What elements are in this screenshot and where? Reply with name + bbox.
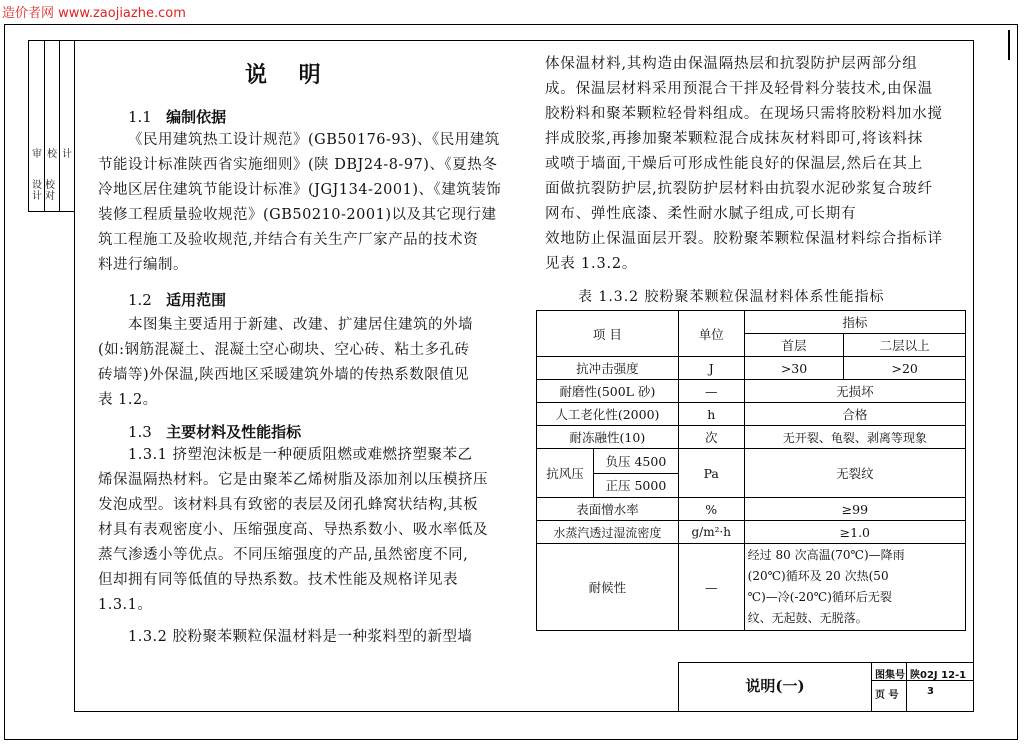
paragraph-xps: 1.3.1 挤塑泡沫板是一种硬质阻燃或难燃挤塑聚苯乙 烯保温隔热材料。它是由聚苯乙烯树脂及添加剂以压模挤压 发泡成型。该材料具有致密的表层及闭孔蜂窝状结构,其板 材具有表观密度小、压缩强度高、导热系数小、吸水率低及 蒸气渗透小等优点。不同压缩强度的产品,虽然密度不同, 但却拥有同等低值的导热系数。技术性能及规格详见表 1.3.1。 [98, 447, 488, 613]
atlas-label: 图集号 [875, 670, 905, 681]
cell-item: 耐磨性(500L 砂) [537, 380, 679, 403]
page-label: 页 号 [875, 690, 899, 701]
cell-unit: — [678, 544, 744, 631]
atlas-number: 陕02J 12-1 [910, 670, 967, 681]
cell-unit: h [678, 403, 744, 426]
cell-value: >30 [744, 357, 844, 380]
title-block [678, 662, 973, 711]
section-heading-1-2: 1.2 适用范围 [128, 291, 227, 309]
table-row [537, 403, 966, 426]
cell-item: 耐冻融性(10) [537, 426, 679, 449]
paragraph-epsp-start: 1.3.2 胶粉聚苯颗粒保温材料是一种浆料型的新型墙 [128, 629, 473, 645]
paragraph-epsp: 体保温材料,其构造由保温隔热层和抗裂防护层两部分组 成。保温层材料采用预混合干拌及轻骨料分装技术,由保温 胶粉料和聚苯颗粒轻骨料组成。在现场只需将胶粉料加水搅 拌成胶浆,再掺加聚苯颗粒混合成抹灰材料即可,将该料抹 或喷于墙面,干燥后可形成性能良好的保温层,然后在其上 面做抗裂防护层,抗裂防护层材料由抗裂水泥砂浆复合玻纤 网布、弹性底漆、柔性耐水腻子组成,可长期有 效地防止保温面层开裂。胶粉聚苯颗粒保温材料综合指标详 见表 1.3.2。 [545, 56, 943, 272]
section-heading-1-1: 1.1 编制依据 [128, 108, 227, 126]
section-heading-1-3: 1.3 主要材料及性能指标 [128, 423, 302, 441]
wind-negative: 负压 4500 [594, 449, 678, 474]
cell-item: 水蒸汽透过湿流密度 [537, 521, 679, 544]
cell-item: 表面憎水率 [537, 498, 679, 521]
table-row [537, 426, 966, 449]
sheet-name: 说明(一) [745, 677, 805, 695]
page-number: 3 [927, 686, 934, 697]
performance-table [536, 310, 966, 631]
cell-unit: g/m²·h [678, 521, 744, 544]
side-label: 计 [62, 149, 72, 160]
table-row [537, 521, 966, 544]
watermark: 造价者网 www.zaojiazhe.com [2, 6, 186, 21]
header-unit: 单位 [678, 311, 744, 357]
table-row [537, 498, 966, 521]
cell-value: ≥1.0 [744, 521, 965, 544]
wind-positive: 正压 5000 [605, 478, 667, 494]
edge-mark [1008, 30, 1020, 60]
paragraph-scope: 本图集主要适用于新建、改建、扩建居住建筑的外墙 (如:钢筋混凝土、混凝土空心砌块、空心砖、粘土多孔砖 砖墙等)外保温,陕西地区采暖建筑外墙的传热系数限值见 表 1.2。 [98, 317, 473, 408]
table-row [537, 449, 966, 498]
cell-item: 抗冲击强度 [537, 357, 679, 380]
side-label: 审 [32, 149, 42, 160]
page-title: 说 明 [245, 62, 333, 88]
cell-value: 合格 [744, 403, 965, 426]
header-first-floor: 首层 [744, 334, 844, 357]
header-index: 指标 [744, 311, 965, 334]
table-row [537, 380, 966, 403]
cell-value-weathering: 经过 80 次高温(70℃)—降雨 (20℃)循环及 20 次热(50 ℃)—冷(-20℃)循环后无裂 纹、无起鼓、无脱落。 [744, 544, 965, 631]
cell-item-wind [537, 449, 679, 498]
cell-unit: — [678, 380, 744, 403]
side-label: 校对 [45, 180, 55, 202]
wind-label: 抗风压 [537, 449, 594, 497]
cell-unit: % [678, 498, 744, 521]
table-caption: 表 1.3.2 胶粉聚苯颗粒保温材料体系性能指标 [578, 289, 885, 305]
side-label: 设计 [32, 180, 42, 202]
header-item: 项 目 [537, 311, 679, 357]
table-row [537, 311, 966, 334]
cell-item: 耐候性 [537, 544, 679, 631]
paragraph-basis: 《民用建筑热工设计规范》(GB50176-93)、《民用建筑 节能设计标准陕西省实施细则》(陕 DBJ24-8-97)、《夏热冬 冷地区居住建筑节能设计标准》(JGJ134-2001)、《建筑装饰 装修工程质量验收规范》(GB50210-2001)以及其它现行建 筑工程施工及验收规范,并结合有关生产厂家产品的技术资 料进行编制。 [98, 132, 502, 273]
cell-value: ≥99 [744, 498, 965, 521]
cell-value: >20 [844, 357, 966, 380]
cell-unit: 次 [678, 426, 744, 449]
side-label: 校 [47, 149, 57, 160]
cell-value: 无裂纹 [744, 449, 965, 498]
cell-unit: J [678, 357, 744, 380]
cell-unit: Pa [678, 449, 744, 498]
cell-value: 无损坏 [744, 380, 965, 403]
table-row [537, 357, 966, 380]
table-row [537, 544, 966, 631]
cell-value: 无开裂、龟裂、剥离等现象 [744, 426, 965, 449]
cell-item: 人工老化性(2000) [537, 403, 679, 426]
header-upper-floors: 二层以上 [844, 334, 966, 357]
